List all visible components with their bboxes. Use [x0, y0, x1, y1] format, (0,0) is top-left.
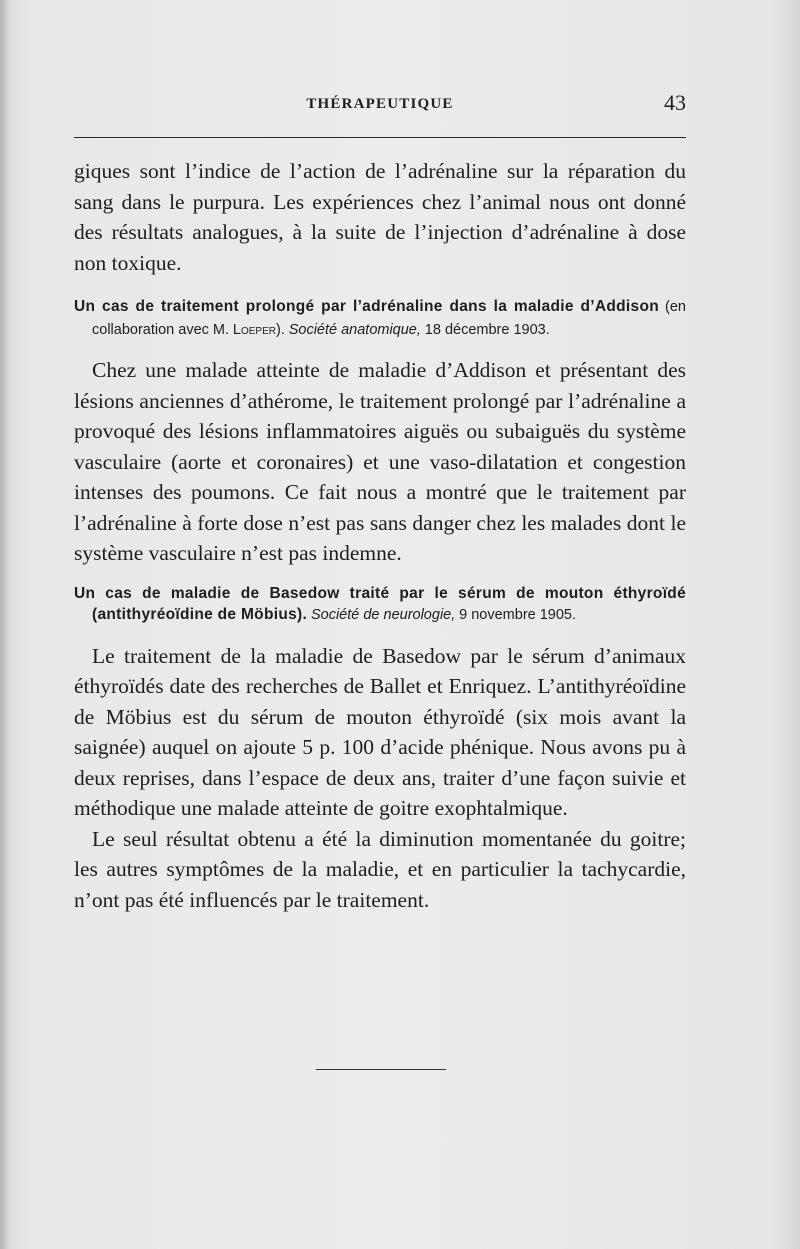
header-rule [74, 137, 686, 138]
spacer [74, 341, 686, 355]
page-number: 43 [664, 90, 686, 115]
reference-after-author: ). [275, 321, 285, 338]
running-head [74, 92, 686, 122]
reference-title: Un cas de maladie de Basedow traité par le sérum de mouton éthyroïdé (antithyréoïdine de Möbius). [74, 584, 686, 623]
spacer [74, 278, 686, 296]
spacer [74, 569, 686, 583]
paragraph-continuation: giques sont l’indice de l’action de l’adrénaline sur la réparation du sang dans le purpura. Les expériences chez l’animal nous ont donné des résultats analogues, à la suite de l’injection d’adrénaline à dose non toxique. [74, 159, 686, 275]
spacer [74, 627, 686, 641]
reference-journal: Société de neurologie, [310, 607, 456, 623]
reference-collab: (en collaboration avec M. [92, 299, 686, 338]
paragraph-result: Le seul résultat obtenu a été la diminution momentanée du goitre; les autres symptômes de la maladie, et en particulier la tachycardie, n’ont pas été influencés par le traitement. [74, 826, 686, 912]
paragraph-addison: Chez une malade atteinte de maladie d’Addison et présentant des lésions anciennes d’athérome, le traitement prolongé par l’adrénaline a provoqué des lésions inflammatoires aiguës ou subaiguës du système vasculaire (aorte et coronaires) et une vaso-dilatation et congestion intenses des poumons. Ce fait nous a montré que le traitement par l’adrénaline à forte dose n’est pas sans danger chez les malades dont le système vasculaire n’est pas indemne. [74, 358, 686, 565]
page-binding-shadow [0, 0, 10, 1249]
section-end-rule [316, 1069, 446, 1070]
reference-basedow [74, 583, 686, 627]
paragraph-basedow: Le traitement de la maladie de Basedow par le sérum d’animaux éthyroïdés date des recherches de Ballet et Enriquez. L’antithyréoïdine de Möbius est du sérum de mouton éthyroïdé (six mois avant la saignée) auquel on ajoute 5 p. 100 d’acide phénique. Nous avons pu à deux reprises, dans l’espace de deux ans, traiter d’une façon suivie et méthodique une malade atteinte de goitre exophtalmique. [74, 643, 686, 820]
running-title: THÉRAPEUTIQUE [306, 96, 454, 112]
reference-date: 9 novembre 1905. [459, 607, 577, 623]
reference-date: 18 décembre 1903. [424, 321, 550, 338]
reference-title: Un cas de traitement prolongé par l’adrénaline dans la maladie d’Addison [74, 298, 659, 315]
reference-journal: Société anatomique, [288, 321, 421, 338]
reference-author: Loeper [232, 321, 276, 338]
main-text [74, 156, 686, 915]
reference-addison [74, 296, 686, 341]
